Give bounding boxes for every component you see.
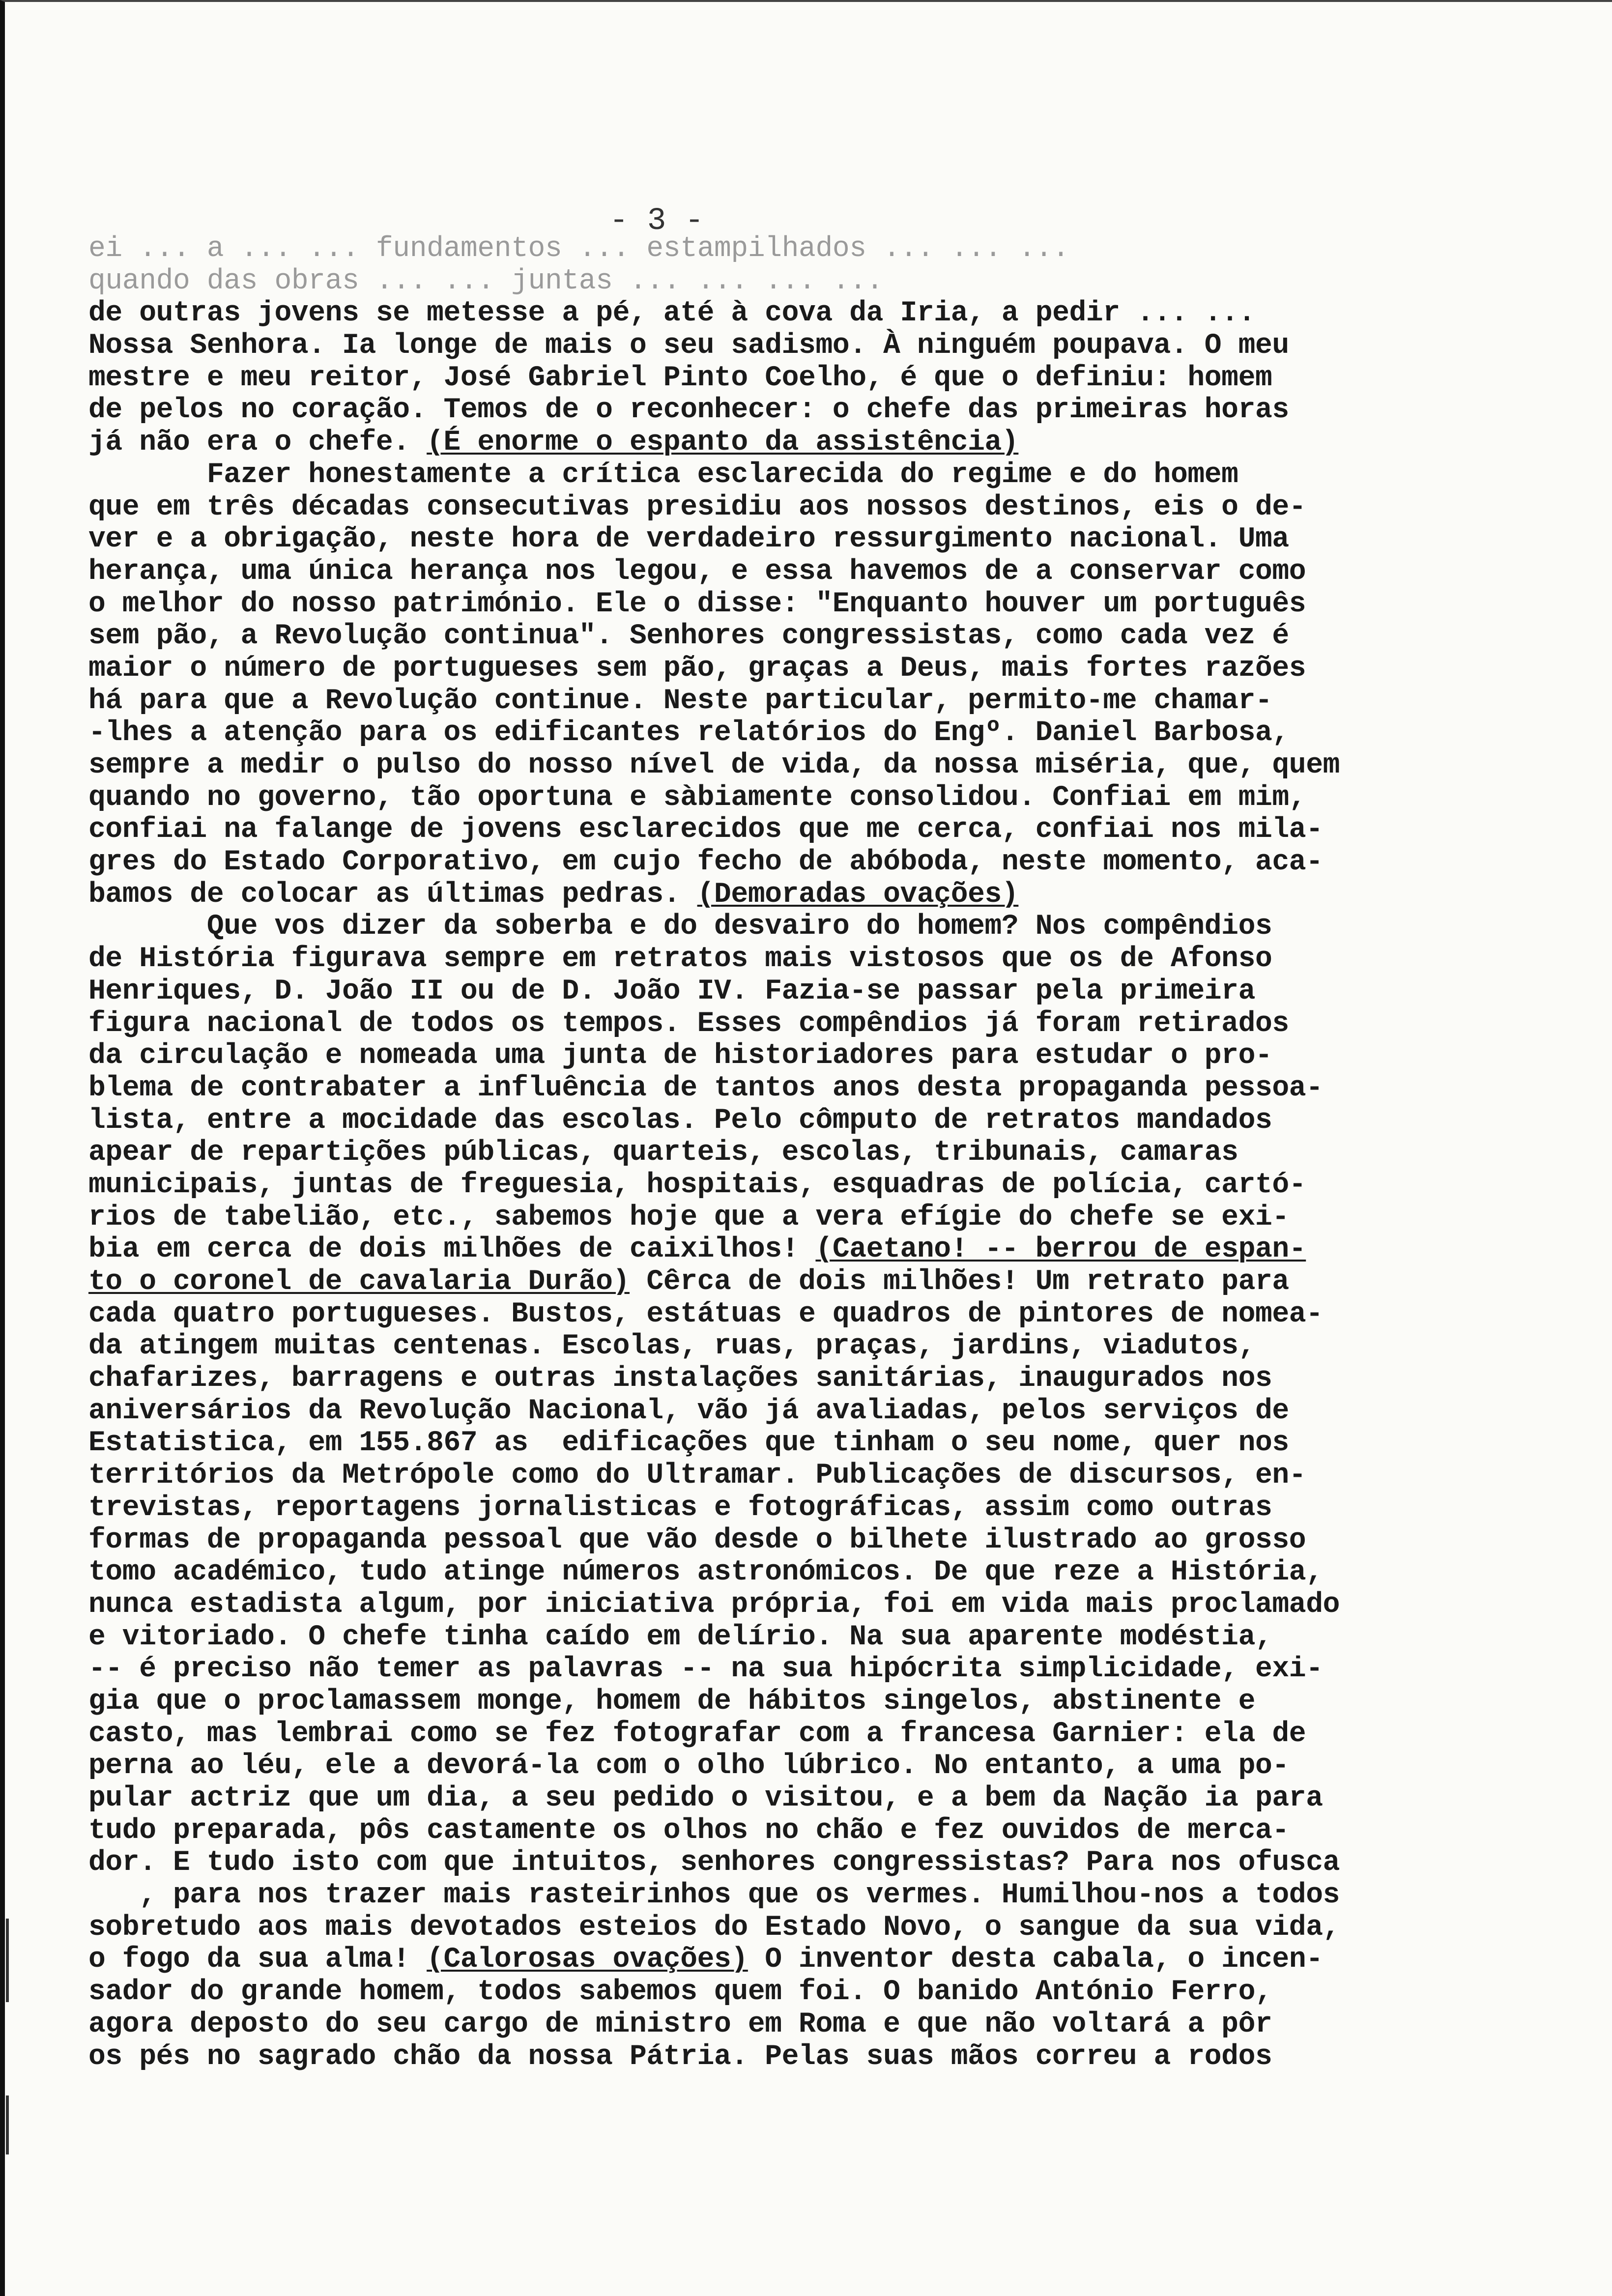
text-segment: confiai na falange de jovens esclarecidos que me cerca, confiai nos mila-: [88, 814, 1323, 846]
stage-direction: (Caetano! -- berrou de espan-: [815, 1234, 1306, 1266]
text-segment: Cêrca de dois milhões! Um retrato para: [629, 1266, 1289, 1298]
text-line: [88, 1492, 1558, 1524]
text-line: [88, 653, 1558, 685]
text-segment: pular actriz que um dia, a seu pedido o visitou, e a bem da Nação ia para: [88, 1782, 1323, 1814]
text-segment: figura nacional de todos os tempos. Esses compêndios já foram retirados: [88, 1007, 1289, 1040]
text-line: [88, 1556, 1558, 1589]
text-segment: Fazer honestamente a crítica esclarecida do regime e do homem: [88, 459, 1238, 491]
page-body: [88, 233, 1558, 2073]
text-segment: da atingem muitas centenas. Escolas, ruas, praças, jardins, viadutos,: [88, 1330, 1255, 1363]
text-line: [88, 749, 1558, 782]
text-line: [88, 1750, 1558, 1782]
text-line: [88, 588, 1558, 621]
scan-edge-mark: [6, 1919, 9, 2002]
text-segment: maior o número de portugueses sem pão, graças a Deus, mais fortes razões: [88, 652, 1306, 685]
text-segment: rios de tabelião, etc., sabemos hoje que a vera efígie do chefe se exi-: [88, 1201, 1289, 1234]
text-segment: gia que o proclamassem monge, homem de hábitos singelos, abstinente e: [88, 1685, 1255, 1718]
text-segment: herança, uma única herança nos legou, e essa havemos de a conservar como: [88, 555, 1306, 588]
text-line: [88, 556, 1558, 588]
stage-direction: to o coronel de cavalaria Durão): [88, 1266, 630, 1298]
text-segment: quando no governo, tão oportuna e sàbiamente consolidou. Confiai em mim,: [88, 781, 1306, 814]
text-segment: dor. E tudo isto com que intuitos, senhores congressistas? Para nos ofusca: [88, 1847, 1340, 1879]
text-segment: tomo académico, tudo atinge números astronómicos. De que reze a História,: [88, 1556, 1323, 1589]
text-segment: ver e a obrigação, neste hora de verdadeiro ressurgimento nacional. Uma: [88, 523, 1289, 556]
text-line: [88, 620, 1558, 653]
text-line: [88, 1460, 1558, 1492]
text-segment: bia em cerca de dois milhões de caixilhos!: [88, 1234, 816, 1266]
text-line: [88, 814, 1558, 846]
text-line: [88, 1944, 1558, 1976]
text-line: [88, 1782, 1558, 1815]
text-line: [88, 427, 1558, 459]
text-line: [88, 1815, 1558, 1847]
text-segment: da circulação e nomeada uma junta de historiadores para estudar o pro-: [88, 1040, 1272, 1072]
stage-direction: (Demoradas ovações): [697, 878, 1019, 911]
text-line: [88, 1137, 1558, 1169]
text-line: [88, 685, 1558, 718]
text-segment: municipais, juntas de freguesia, hospitais, esquadras de polícia, cartó-: [88, 1169, 1306, 1201]
text-line: [88, 782, 1558, 814]
text-line: [88, 233, 1558, 265]
scan-edge-mark: [6, 2095, 9, 2154]
text-line: [88, 911, 1558, 943]
text-segment: casto, mas lembrai como se fez fotografar com a francesa Garnier: ela de: [88, 1718, 1306, 1750]
text-line: [88, 362, 1558, 395]
text-segment: trevistas, reportagens jornalisticas e fotográficas, assim como outras: [88, 1492, 1272, 1524]
stage-direction: (Calorosas ovações): [427, 1944, 748, 1976]
text-line: [88, 297, 1558, 330]
text-segment: -- é preciso não temer as palavras -- na sua hipócrita simplicidade, exi-: [88, 1653, 1323, 1686]
text-segment: aniversários da Revolução Nacional, vão já avaliadas, pelos serviços de: [88, 1395, 1289, 1427]
text-line: [88, 491, 1558, 524]
text-line: [88, 1686, 1558, 1718]
text-line: [88, 1040, 1558, 1072]
text-line: [88, 1330, 1558, 1363]
text-segment: e vitoriado. O chefe tinha caído em delírio. Na sua aparente modéstia,: [88, 1621, 1272, 1653]
text-segment: já não era o chefe.: [88, 427, 427, 459]
text-segment: ei ... a ... ... fundamentos ... estampilhados ... ... ...: [88, 233, 1069, 265]
text-line: [88, 1298, 1558, 1331]
text-segment: agora deposto do seu cargo de ministro em Roma e que não voltará a pôr: [88, 2008, 1272, 2040]
text-line: [88, 1589, 1558, 1621]
text-segment: formas de propaganda pessoal que vão desde o bilhete ilustrado ao grosso: [88, 1524, 1306, 1556]
text-segment: apear de repartições públicas, quarteis, escolas, tribunais, camaras: [88, 1137, 1238, 1169]
text-segment: sador do grande homem, todos sabemos quem foi. O banido António Ferro,: [88, 1976, 1272, 2009]
text-line: [88, 1653, 1558, 1686]
text-segment: cada quatro portugueses. Bustos, estátuas e quadros de pintores de nomea-: [88, 1298, 1323, 1330]
text-segment: os pés no sagrado chão da nossa Pátria. Pelas suas mãos correu a rodos: [88, 2040, 1272, 2073]
text-segment: mestre e meu reitor, José Gabriel Pinto Coelho, é que o definiu: homem: [88, 362, 1272, 394]
page-number: - 3 -: [609, 203, 704, 239]
text-segment: Nossa Senhora. Ia longe de mais o seu sadismo. À ninguém poupava. O meu: [88, 330, 1289, 362]
text-line: [88, 1879, 1558, 1912]
text-line: [88, 1008, 1558, 1040]
text-line: [88, 265, 1558, 298]
text-segment: blema de contrabater a influência de tantos anos desta propaganda pessoa-: [88, 1072, 1323, 1104]
text-line: [88, 1234, 1558, 1266]
text-segment: perna ao léu, ele a devorá-la com o olho lúbrico. No entanto, a uma po-: [88, 1750, 1289, 1782]
text-segment: -lhes a atenção para os edificantes relatórios do Engº. Daniel Barbosa,: [88, 717, 1289, 749]
text-segment: o fogo da sua alma!: [88, 1944, 427, 1976]
text-line: [88, 717, 1558, 749]
text-line: [88, 1202, 1558, 1234]
text-segment: que em três décadas consecutivas presidiu aos nossos destinos, eis o de-: [88, 491, 1306, 523]
text-segment: sobretudo aos mais devotados esteios do Estado Novo, o sangue da sua vida,: [88, 1911, 1340, 1944]
text-segment: nunca estadista algum, por iniciativa própria, foi em vida mais proclamado: [88, 1588, 1340, 1621]
text-segment: há para que a Revolução continue. Neste particular, permito-me chamar-: [88, 685, 1272, 717]
text-segment: territórios da Metrópole como do Ultramar. Publicações de discursos, en-: [88, 1460, 1306, 1492]
text-line: [88, 879, 1558, 911]
text-line: [88, 1395, 1558, 1428]
text-segment: de pelos no coração. Temos de o reconhecer: o chefe das primeiras horas: [88, 394, 1289, 427]
text-line: [88, 1847, 1558, 1879]
text-line: [88, 2041, 1558, 2073]
text-line: [88, 1266, 1558, 1298]
text-line: [88, 1427, 1558, 1460]
stage-direction: (É enorme o espanto da assistência): [427, 427, 1019, 459]
text-segment: o melhor do nosso património. Ele o disse: "Enquanto houver um português: [88, 588, 1306, 620]
text-line: [88, 1363, 1558, 1395]
text-line: [88, 523, 1558, 556]
text-line: [88, 1621, 1558, 1654]
text-line: [88, 1718, 1558, 1751]
text-segment: O inventor desta cabala, o incen-: [748, 1944, 1323, 1976]
text-line: [88, 459, 1558, 491]
text-segment: sempre a medir o pulso do nosso nível de vida, da nossa miséria, que, quem: [88, 749, 1340, 781]
text-segment: , para nos trazer mais rasteirinhos que os vermes. Humilhou-nos a todos: [88, 1879, 1340, 1912]
text-line: [88, 330, 1558, 362]
text-segment: de História figurava sempre em retratos mais vistosos que os de Afonso: [88, 943, 1272, 976]
text-line: [88, 1524, 1558, 1557]
text-line: [88, 394, 1558, 427]
text-line: [88, 1976, 1558, 2009]
text-line: [88, 2009, 1558, 2041]
text-segment: tudo preparada, pôs castamente os olhos no chão e fez ouvidos de merca-: [88, 1814, 1289, 1847]
text-line: [88, 846, 1558, 879]
text-segment: gres do Estado Corporativo, em cujo fecho de abóboda, neste momento, aca-: [88, 846, 1323, 879]
text-segment: quando das obras ... ... juntas ... ... ... ...: [88, 265, 884, 297]
text-segment: bamos de colocar as últimas pedras.: [88, 878, 697, 911]
text-line: [88, 976, 1558, 1008]
text-segment: Que vos dizer da soberba e do desvairo do homem? Nos compêndios: [88, 911, 1272, 943]
text-line: [88, 943, 1558, 976]
text-segment: Estatistica, em 155.867 as edificações que tinham o seu nome, quer nos: [88, 1427, 1289, 1460]
text-segment: sem pão, a Revolução continua". Senhores congressistas, como cada vez é: [88, 620, 1289, 653]
text-segment: de outras jovens se metesse a pé, até à cova da Iria, a pedir ... ...: [88, 297, 1255, 330]
text-segment: chafarizes, barragens e outras instalações sanitárias, inaugurados nos: [88, 1363, 1272, 1395]
text-line: [88, 1169, 1558, 1202]
text-segment: lista, entre a mocidade das escolas. Pelo cômputo de retratos mandados: [88, 1104, 1272, 1137]
text-line: [88, 1072, 1558, 1105]
text-line: [88, 1105, 1558, 1137]
text-line: [88, 1912, 1558, 1944]
text-segment: Henriques, D. João II ou de D. João IV. Fazia-se passar pela primeira: [88, 975, 1255, 1007]
